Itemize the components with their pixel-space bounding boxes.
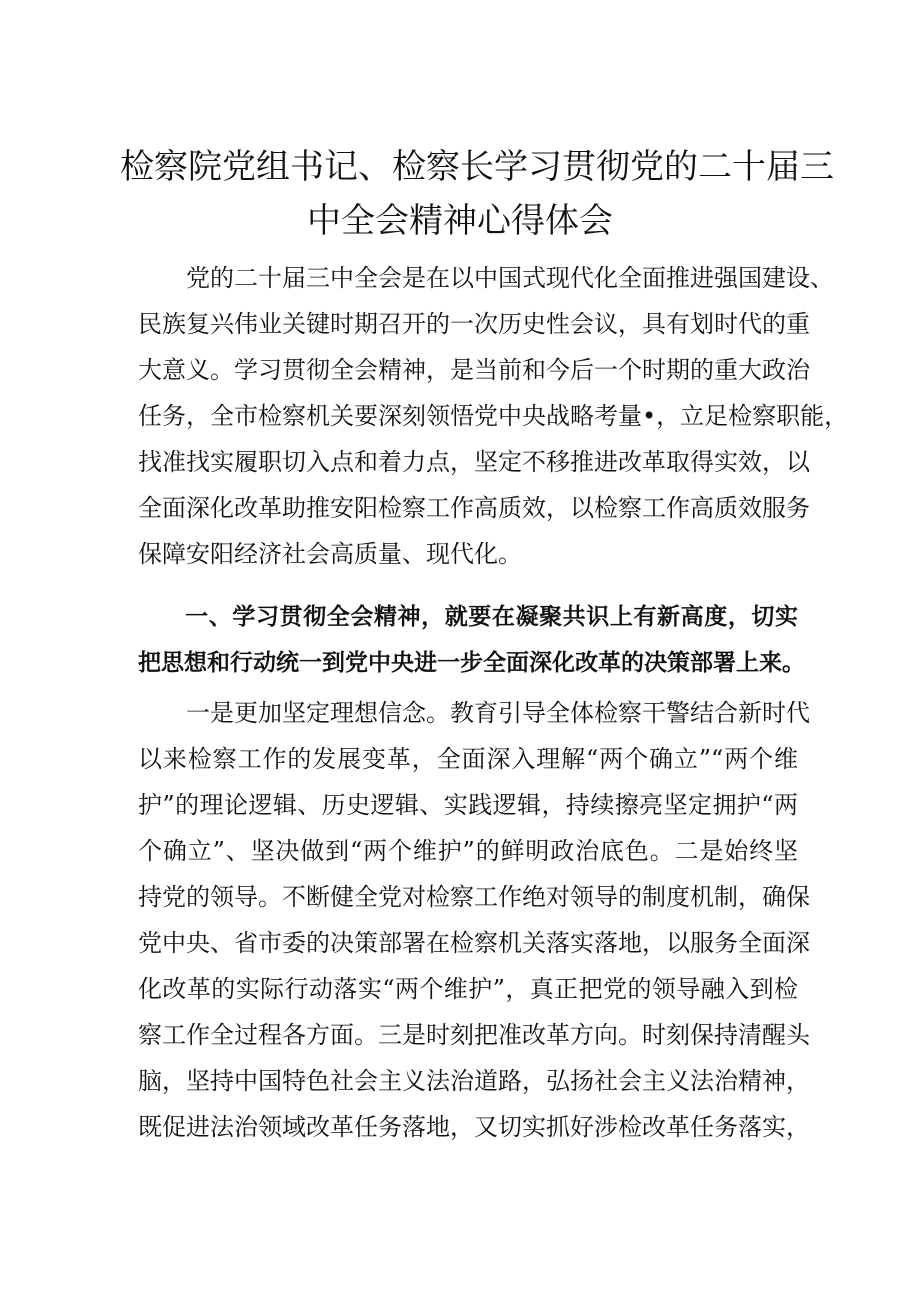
paragraph-line: 脑，坚持中国特色社会主义法治道路，弘扬社会主义法治精神， xyxy=(138,1067,810,1095)
paragraph-line: 大意义。学习贯彻全会精神，是当前和今后一个时期的重大政治 xyxy=(138,356,810,384)
paragraph-line: 民族复兴伟业关键时期召开的一次历史性会议，具有划时代的重 xyxy=(138,310,810,338)
paragraph-line: 党中央、省市委的决策部署在检察机关落实落地，以服务全面深 xyxy=(138,929,810,957)
paragraph-line: 全面深化改革助推安阳检察工作高质效，以检察工作高质效服务 xyxy=(138,494,810,522)
title-line-2: 中全会精神心得体会 xyxy=(307,201,613,241)
paragraph-line: 察工作全过程各方面。三是时刻把准改革方向。时刻保持清醒头 xyxy=(138,1021,810,1049)
paragraph-line: 护”的理论逻辑、历史逻辑、实践逻辑，持续擦亮坚定拥护“两 xyxy=(138,791,798,819)
paragraph-line: 保障安阳经济社会高质量、现代化。 xyxy=(138,540,522,568)
title-line-1: 检察院党组书记、检察长学习贯彻党的二十届三 xyxy=(120,147,834,187)
section-heading-1 xyxy=(138,594,805,686)
paragraph-line: 一是更加坚定理想信念。教育引导全体检察干警结合新时代 xyxy=(138,699,810,727)
paragraph-line: 任务，全市检察机关要深刻领悟党中央战略考量•，立足检察职能， xyxy=(138,402,849,430)
heading-line: 一、学习贯彻全会精神，就要在凝聚共识上有新高度，切实 xyxy=(138,604,798,630)
paragraph-line: 化改革的实际行动落实“两个维护”，真正把党的领导融入到检 xyxy=(138,975,798,1003)
heading-line: 把思想和行动统一到党中央进一步全面深化改革的决策部署上来。 xyxy=(138,650,805,676)
paragraph-line: 持党的领导。不断健全党对检察工作绝对领导的制度机制，确保 xyxy=(138,883,810,911)
paragraph-intro xyxy=(138,255,849,577)
paragraph-line: 个确立”、坚决做到“两个维护”的鲜明政治底色。二是始终坚 xyxy=(138,837,798,865)
paragraph-line: 以来检察工作的发展变革，全面深入理解“两个确立”“两个维 xyxy=(138,745,798,773)
paragraph-line: 党的二十届三中全会是在以中国式现代化全面推进强国建设、 xyxy=(138,264,834,292)
paragraph-line: 既促进法治领域改革任务落地，又切实抓好涉检改革任务落实， xyxy=(138,1113,810,1141)
paragraph-body xyxy=(138,690,810,1150)
document-title xyxy=(120,140,834,248)
paragraph-line: 找准找实履职切入点和着力点，坚定不移推进改革取得实效，以 xyxy=(138,448,810,476)
